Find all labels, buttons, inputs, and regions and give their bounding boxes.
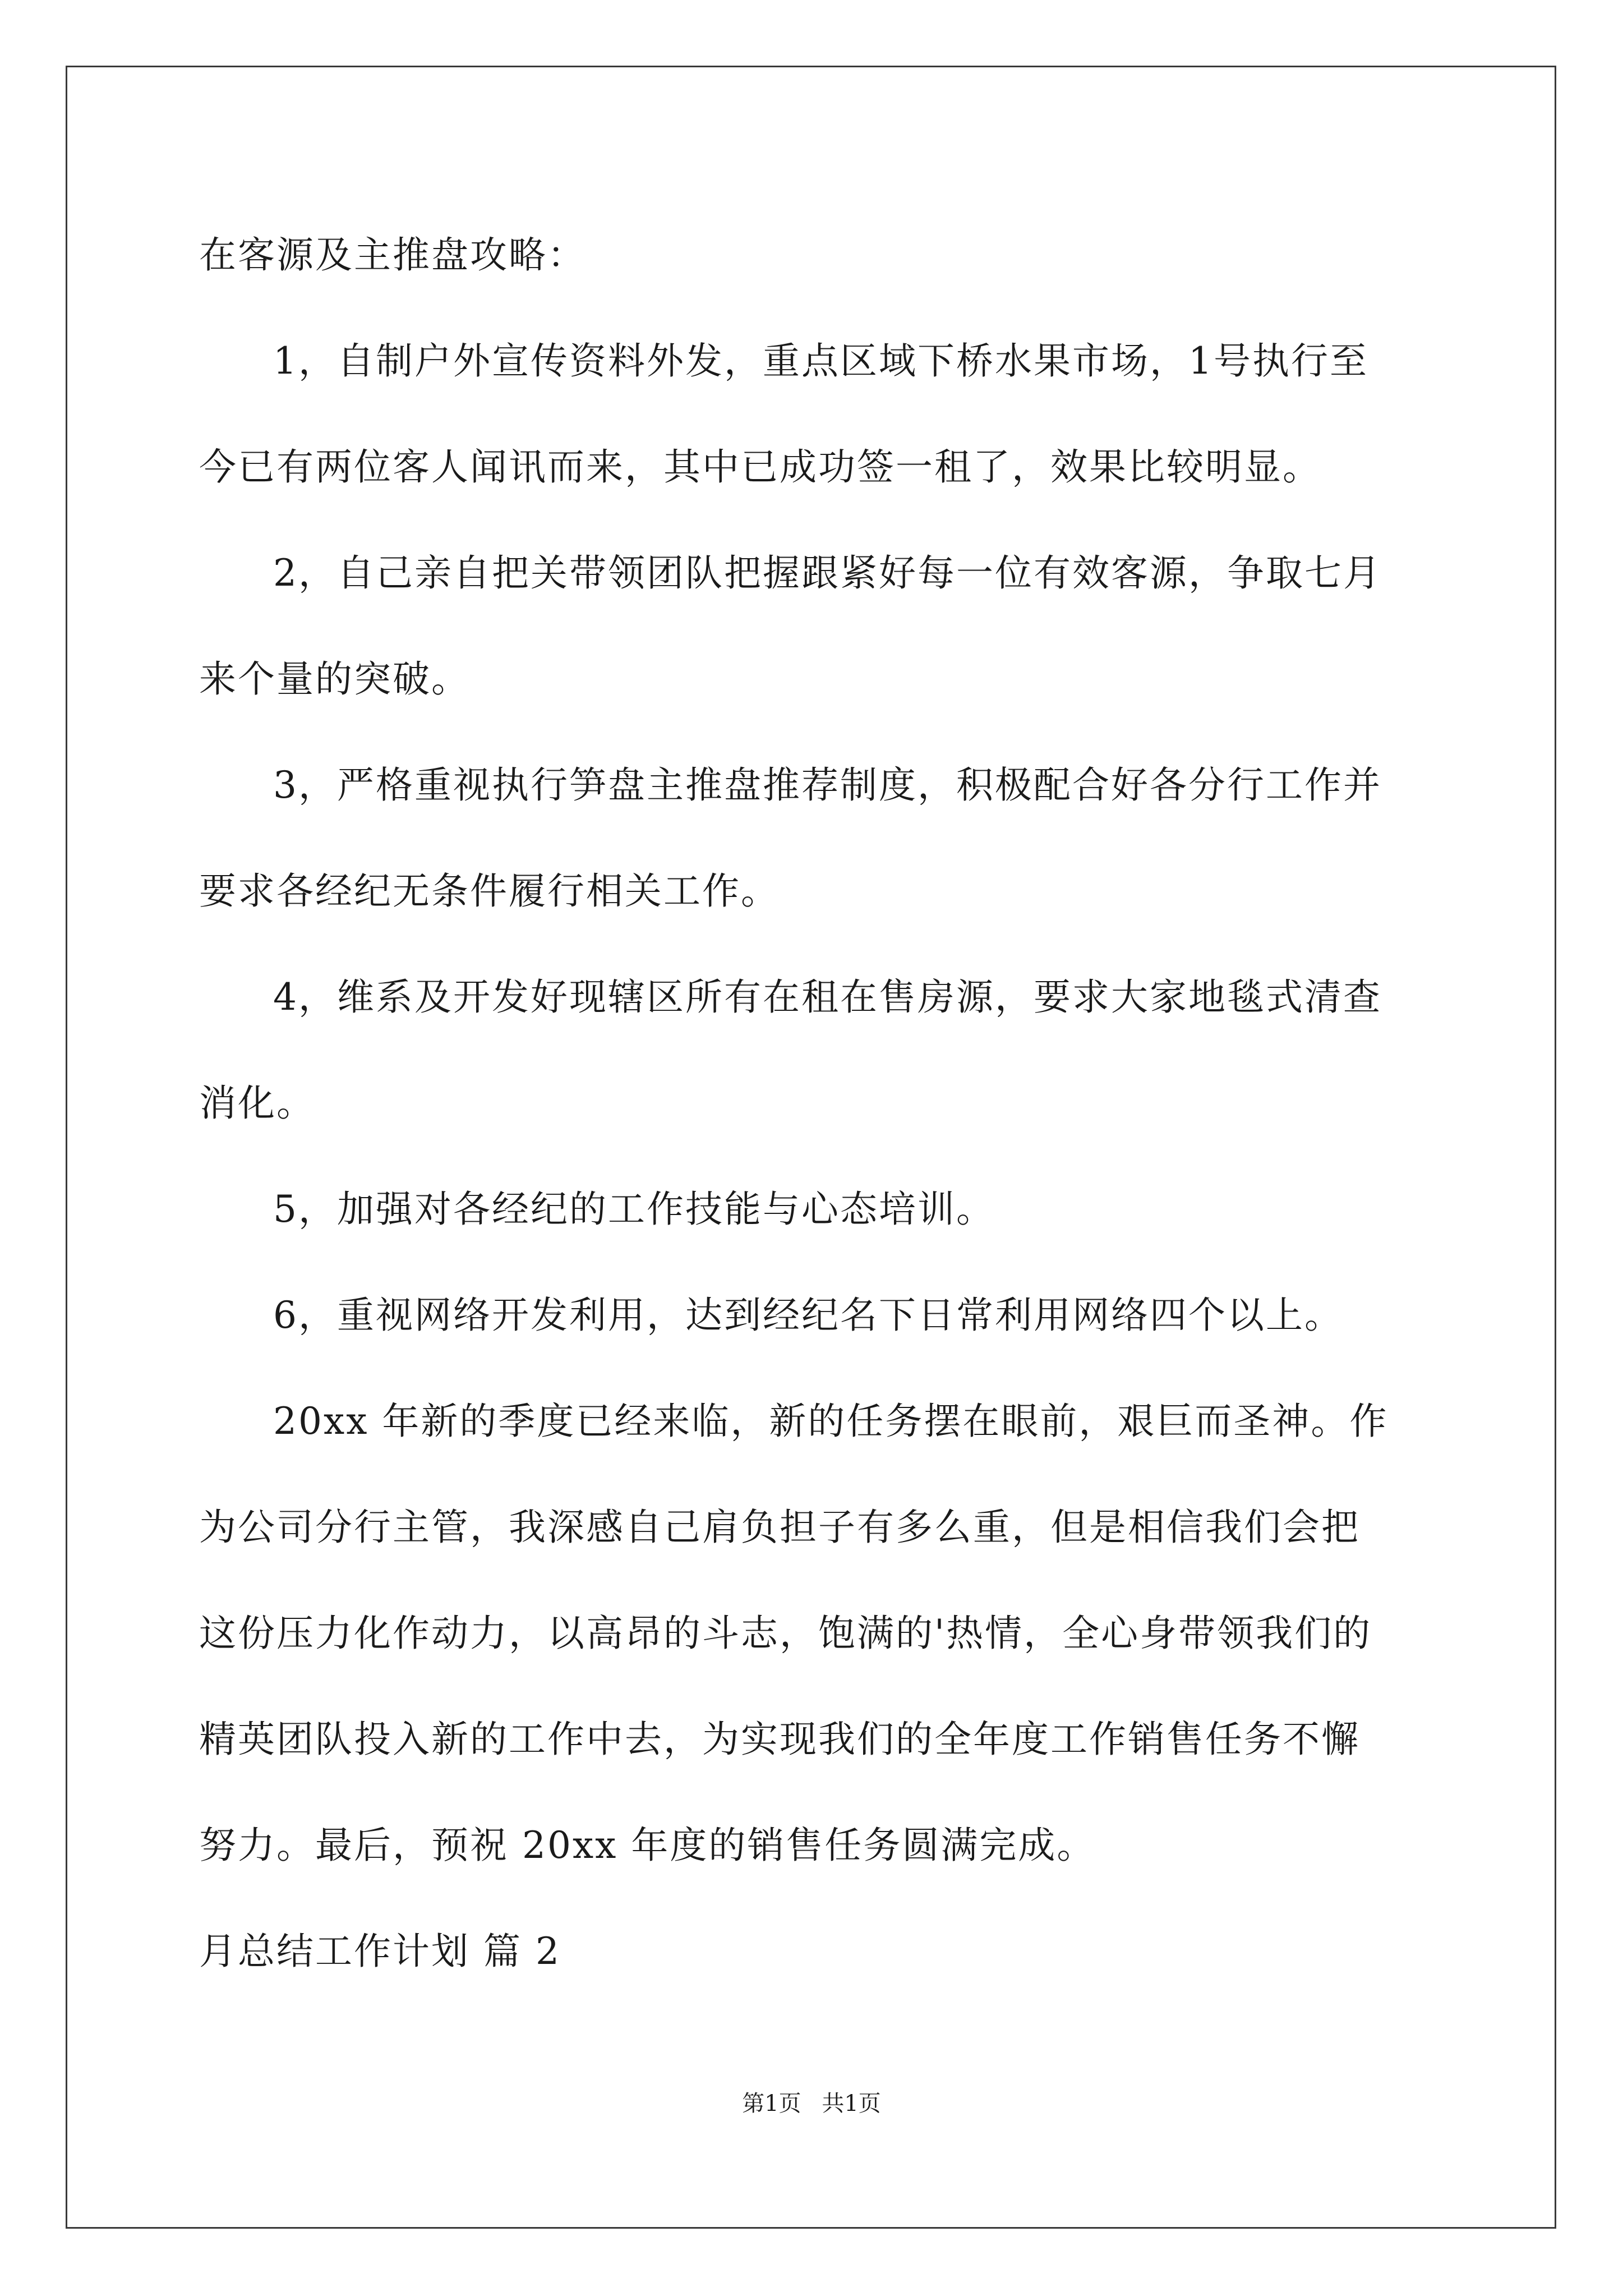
page-footer [0,2087,1623,2120]
item-3-line-2: 要求各经纪无条件履行相关工作。 [199,869,780,913]
document-body [199,202,1427,2004]
item-2-line-2: 来个量的突破。 [199,657,470,701]
item-2-line-1: 2，自己亲自把关带领团队把握跟紧好每一位有效客源，争取七月 [273,551,1382,595]
closing-paragraph-line-3: 这份压力化作动力，以高昂的斗志，饱满的'热情，全心身带领我们的 [199,1612,1372,1655]
item-4-line-1: 4，维系及开发好现辖区所有在租在售房源，要求大家地毯式清查 [273,976,1382,1019]
closing-paragraph-line-5: 努力。最后，预祝 20xx 年度的销售任务圆满完成。 [199,1824,1096,1867]
closing-paragraph-line-4: 精英团队投入新的工作中去，为实现我们的全年度工作销售任务不懈 [199,1718,1360,1761]
section-heading: 月总结工作计划 篇 2 [199,1930,561,1973]
item-5-line: 5，加强对各经纪的工作技能与心态培训。 [273,1188,995,1231]
item-3-line-1: 3，严格重视执行笋盘主推盘推荐制度，积极配合好各分行工作并 [273,763,1382,807]
item-1-line-2: 今已有两位客人闻讯而来，其中已成功签一租了，效果比较明显。 [199,445,1321,489]
item-4-line-2: 消化。 [199,1082,315,1125]
closing-paragraph-line-2: 为公司分行主管，我深感自己肩负担子有多么重，但是相信我们会把 [199,1506,1360,1549]
closing-paragraph-line-1: 20xx 年新的季度已经来临，新的任务摆在眼前，艰巨而圣神。作 [273,1400,1389,1443]
page-number-total: 共1页 [822,2091,881,2116]
item-6-line: 6，重视网络开发利用，达到经纪名下日常利用网络四个以上。 [273,1294,1343,1337]
item-1-line-1: 1，自制户外宣传资料外发，重点区域下桥水果市场，1号执行至 [273,339,1368,383]
section-intro-line: 在客源及主推盘攻略： [199,233,586,277]
page-number-current: 第1页 [742,2091,801,2116]
